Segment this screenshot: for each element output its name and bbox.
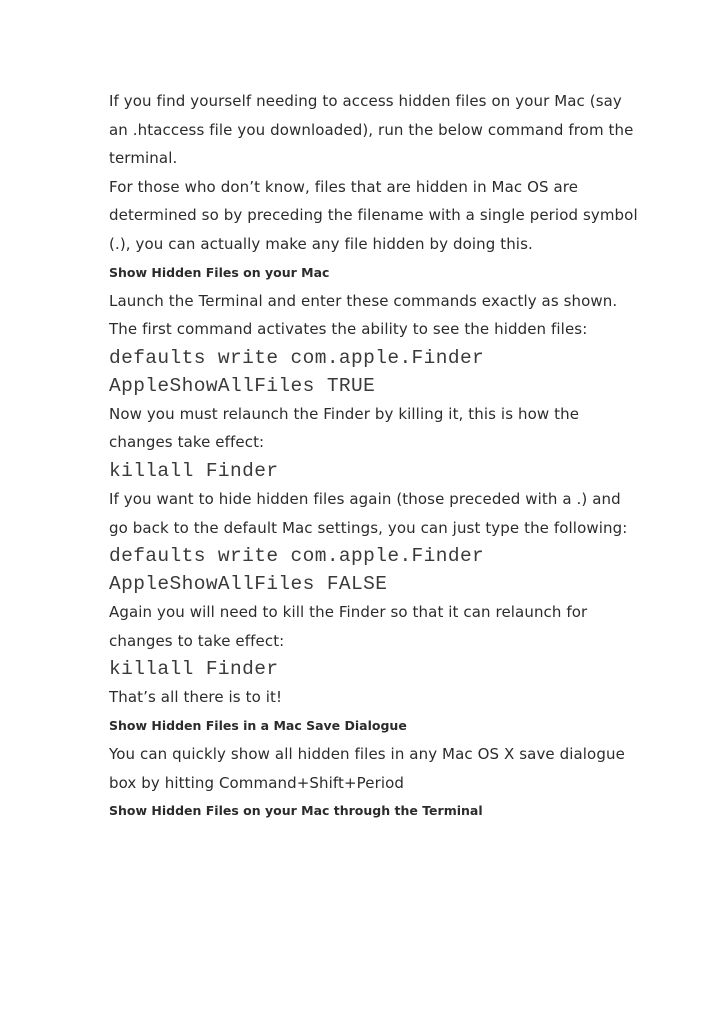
step-4-paragraph: Again you will need to kill the Finder so that it can relaunch for changes to take effect: (109, 603, 588, 650)
save-dialogue-paragraph: You can quickly show all hidden files in any Mac OS X save dialogue box by hitting Command+Shift+Period (109, 744, 625, 792)
command-hide-hidden-files (109, 542, 639, 598)
command-line: defaults write com.apple.Finder (109, 346, 485, 369)
step-3-paragraph: If you want to hide hidden files again (those preceded with a .) and go back to the default Mac settings, you can just type the following: (109, 489, 628, 537)
document-page (109, 87, 639, 825)
command-killall-finder-1: killall Finder (109, 459, 279, 482)
step-2-paragraph: Now you must relaunch the Finder by killing it, this is how the changes take effect: (109, 404, 580, 452)
command-line: defaults write com.apple.Finder (109, 545, 485, 568)
step-1-paragraph: Launch the Terminal and enter these commands exactly as shown. The first command activates the ability to see the hidden files: (109, 291, 618, 339)
intro-paragraph-2: For those who don’t know, files that are hidden in Mac OS are determined so by preceding the filename with a single period symbol (.), you can actually make any file hidden by doing this. (109, 177, 638, 253)
intro-paragraph-1: If you find yourself needing to access hidden files on your Mac (say an .htaccess file you downloaded), run the below command from the terminal. (109, 92, 634, 168)
command-line: AppleShowAllFiles FALSE (109, 573, 388, 596)
section-heading-terminal: Show Hidden Files on your Mac through the Terminal (109, 803, 483, 819)
outro-paragraph: That’s all there is to it! (109, 688, 283, 707)
command-show-hidden-files (109, 344, 639, 400)
section-heading-save-dialogue: Show Hidden Files in a Mac Save Dialogue (109, 717, 407, 733)
command-killall-finder-2: killall Finder (109, 658, 279, 681)
section-heading-show-hidden-files: Show Hidden Files on your Mac (109, 264, 330, 280)
command-line: AppleShowAllFiles TRUE (109, 374, 376, 397)
